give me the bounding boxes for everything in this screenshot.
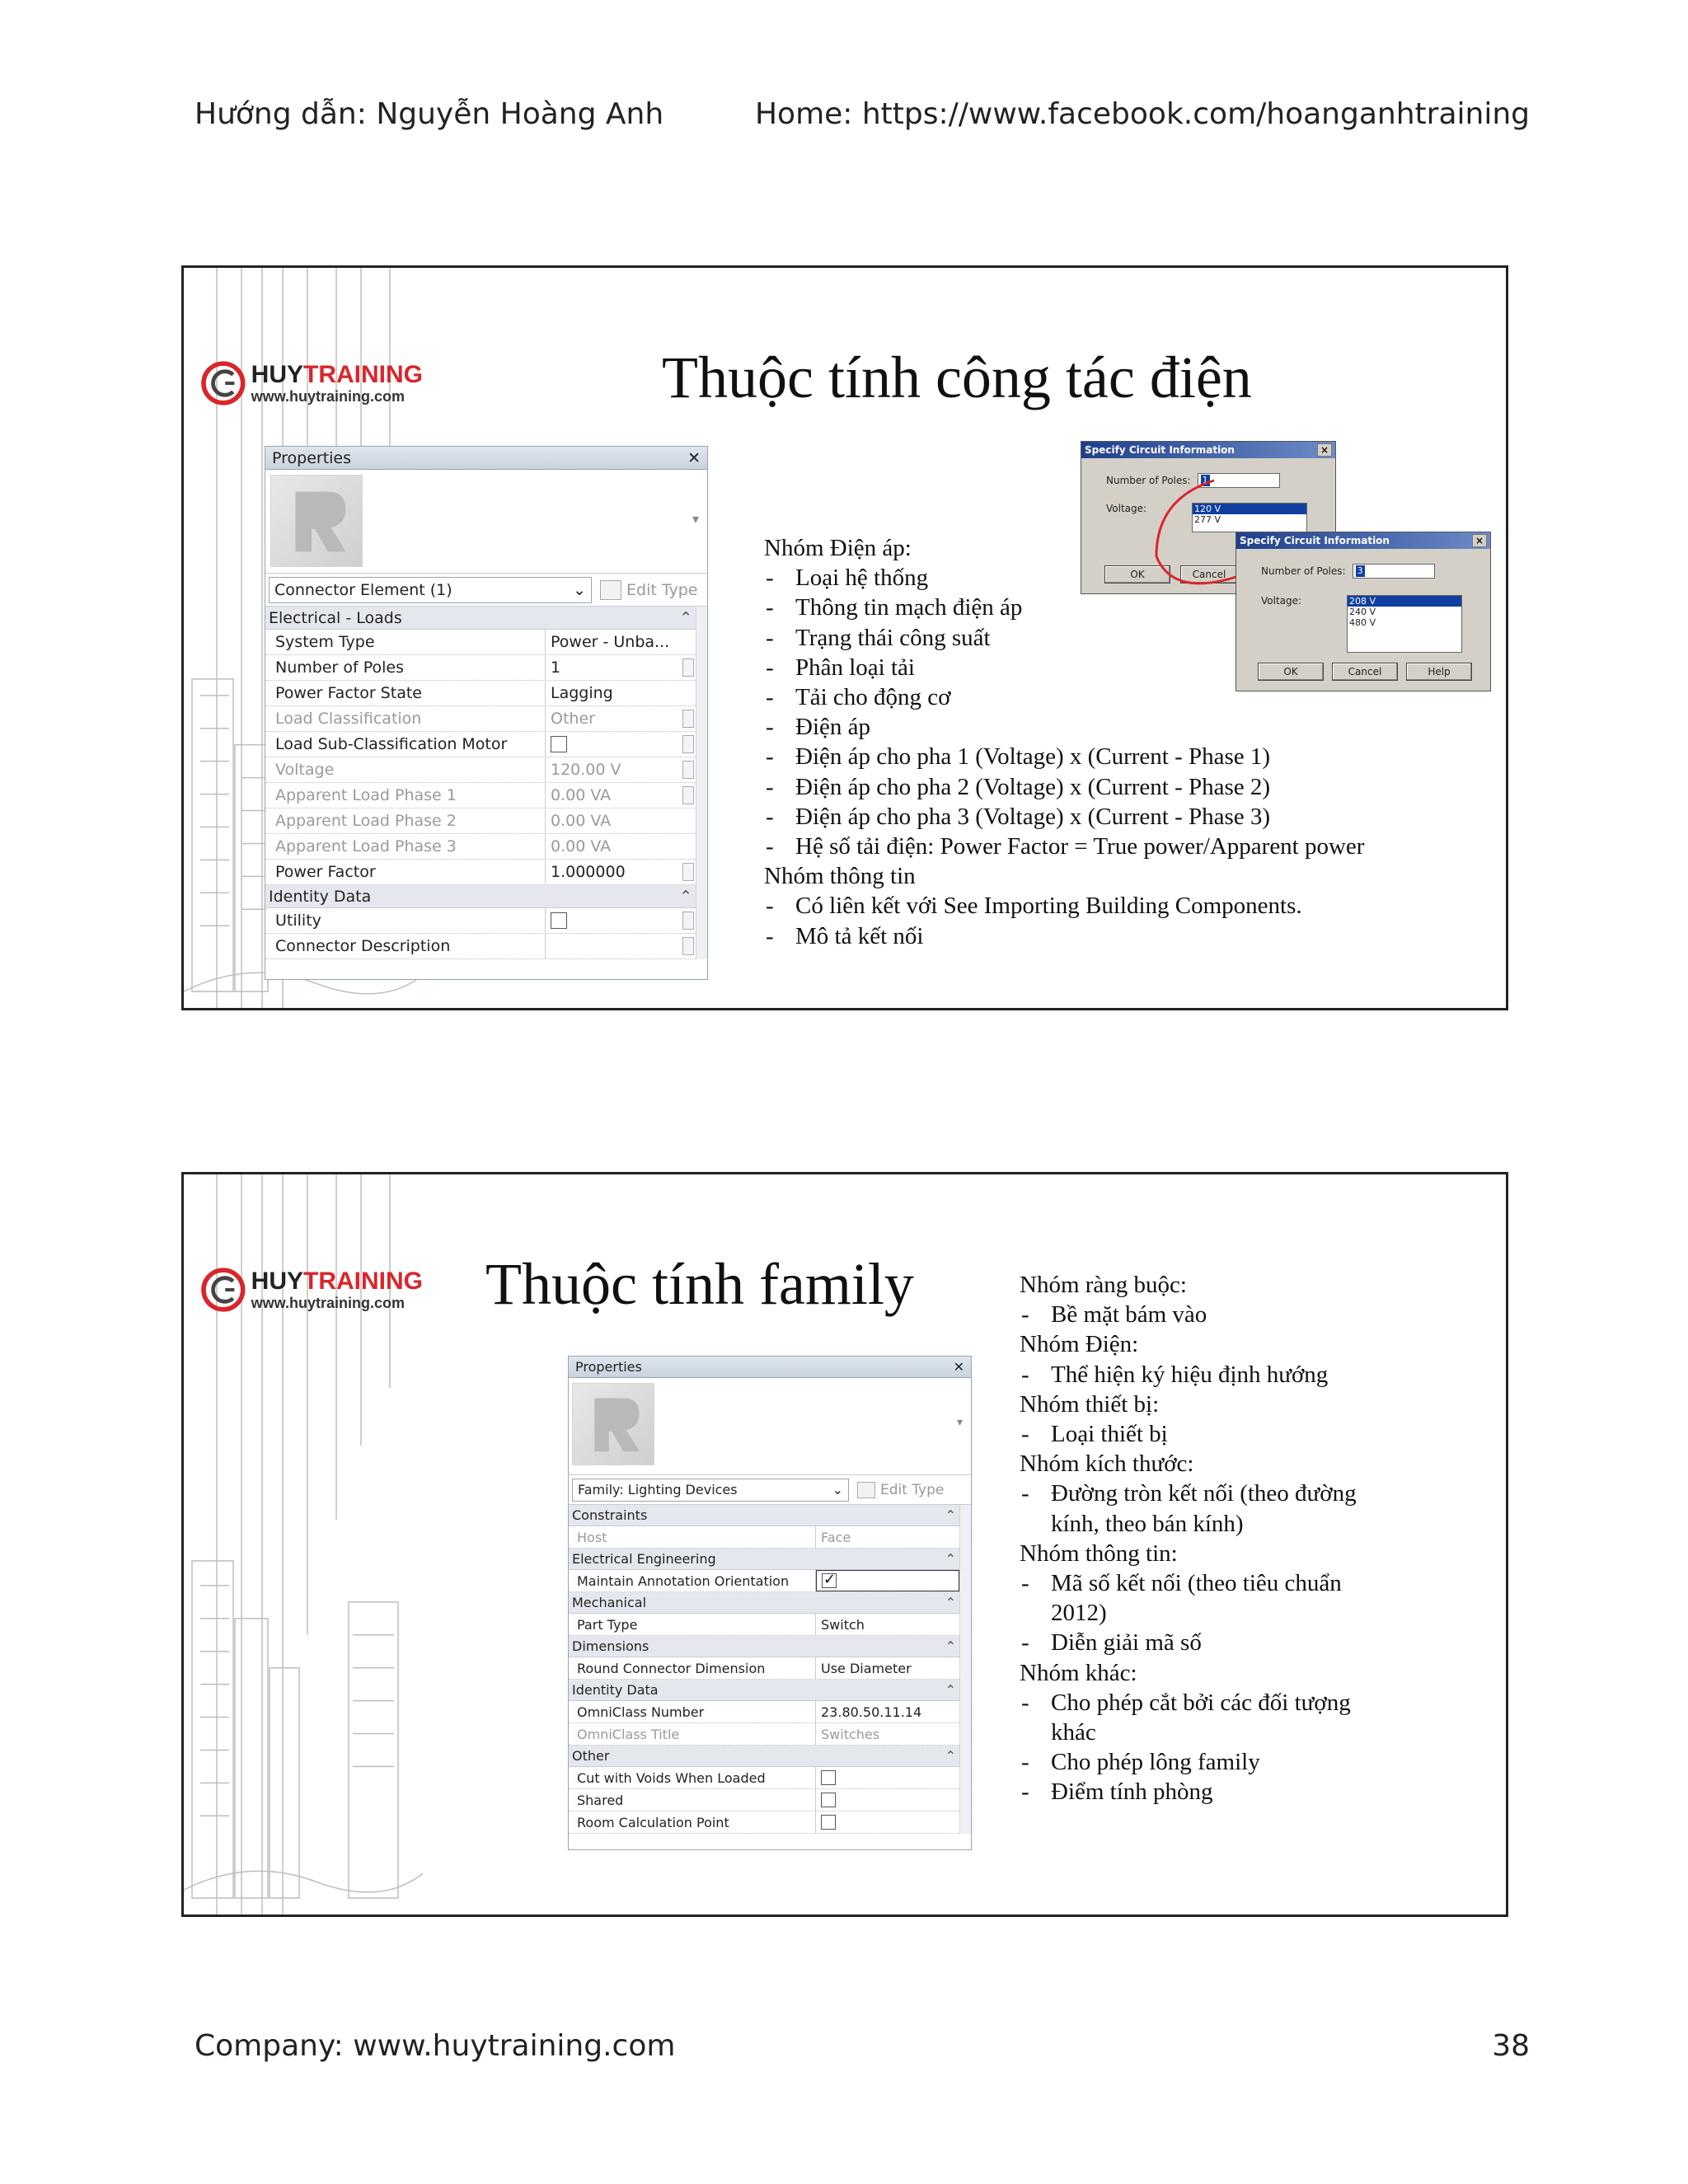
voltage-label: Voltage: <box>1106 503 1147 514</box>
section-identity-data[interactable] <box>569 1680 959 1701</box>
property-value-text: Other <box>551 710 595 728</box>
row-action-button[interactable] <box>682 863 694 881</box>
row-action-button[interactable] <box>682 658 694 677</box>
logo-name-part1: HUY <box>251 1268 303 1295</box>
group-heading: Nhóm Điện áp: <box>764 535 912 561</box>
section-label: Constraints <box>572 1507 648 1523</box>
slide-title: Thuộc tính công tác điện <box>662 344 1252 410</box>
property-name: Apparent Load Phase 2 <box>265 808 546 833</box>
property-row[interactable] <box>265 655 696 681</box>
utility-checkbox[interactable] <box>551 912 567 929</box>
property-value[interactable] <box>546 934 696 958</box>
section-mechanical[interactable] <box>569 1592 959 1614</box>
list-item: - Diễn giải mã số <box>1020 1628 1399 1657</box>
property-name: Load Classification <box>265 706 546 731</box>
edit-type-icon <box>600 580 621 600</box>
home-link[interactable]: Home: https://www.facebook.com/hoanganhtraining <box>754 97 1530 131</box>
logo-name-part2: TRAINING <box>303 1268 423 1295</box>
ok-button[interactable]: OK <box>1104 565 1170 583</box>
list-item: - Mã số kết nối (theo tiêu chuẩn 2012) <box>1020 1568 1399 1628</box>
family-notes <box>1020 1270 1399 1807</box>
collapse-chevron-icon[interactable]: ⌃ <box>945 1595 956 1610</box>
property-row[interactable] <box>265 934 696 959</box>
cut-with-voids-checkbox[interactable] <box>821 1770 836 1785</box>
voltage-option[interactable]: 277 V <box>1194 514 1221 525</box>
logo-name-part2: TRAINING <box>303 361 423 388</box>
property-name: Connector Description <box>265 934 546 958</box>
property-name: Power Factor <box>265 860 546 884</box>
list-item: - Loại thiết bị <box>1020 1419 1399 1449</box>
help-button[interactable]: Help <box>1406 663 1472 681</box>
poles-value: 1 <box>1202 475 1208 485</box>
list-item: - Hệ số tải điện: Power Factor = True power/Apparent power <box>764 832 1364 861</box>
edit-type-button[interactable] <box>600 580 697 600</box>
row-action-button[interactable] <box>682 786 694 804</box>
group-heading: Nhóm Điện: <box>1020 1331 1139 1358</box>
edit-type-label: Edit Type <box>626 580 698 599</box>
page-header <box>195 97 1530 131</box>
property-value[interactable] <box>546 655 696 680</box>
row-action-button[interactable] <box>682 735 694 753</box>
annotation-orientation-checkbox[interactable] <box>822 1573 837 1588</box>
property-value: Face <box>821 1529 851 1545</box>
instructor-text: Hướng dẫn: Nguyễn Hoàng Anh <box>195 97 664 131</box>
property-row[interactable] <box>265 757 696 783</box>
section-label: Electrical Engineering <box>572 1551 716 1567</box>
motor-checkbox[interactable] <box>551 736 567 752</box>
company-text: Company: www.huytraining.com <box>195 2029 676 2063</box>
collapse-chevron-icon[interactable]: ⌃ <box>679 608 692 627</box>
property-value: Switches <box>821 1726 880 1742</box>
list-item: - Phân loại tải <box>764 653 1364 682</box>
property-value <box>546 757 696 782</box>
section-label: Dimensions <box>572 1638 649 1654</box>
edit-type-label: Edit Type <box>880 1481 945 1498</box>
list-item: - Trạng thái công suất <box>764 623 1364 653</box>
voltage-option[interactable]: 480 V <box>1349 617 1376 628</box>
cancel-button[interactable]: Cancel <box>1332 663 1398 681</box>
revit-logo-preview-icon <box>572 1383 654 1465</box>
properties-palette <box>265 446 708 980</box>
section-label: Identity Data <box>269 887 372 906</box>
properties-palette <box>568 1356 972 1850</box>
page-number: 38 <box>1492 2029 1530 2063</box>
list-item: - Bề mặt bám vào <box>1020 1300 1399 1329</box>
property-row[interactable] <box>265 630 696 655</box>
section-electrical-engineering[interactable] <box>569 1549 959 1570</box>
property-value <box>546 706 696 731</box>
property-value: 0.00 VA <box>551 837 612 855</box>
list-item: - Đường tròn kết nối (theo đường kính, theo bán kính) <box>1020 1479 1399 1538</box>
property-name: Cut with Voids When Loaded <box>569 1767 816 1788</box>
group-heading: Nhóm khác: <box>1020 1659 1137 1686</box>
poles-label: Number of Poles: <box>1106 475 1191 486</box>
section-label: Electrical - Loads <box>269 608 402 627</box>
property-name: Round Connector Dimension <box>569 1657 816 1679</box>
shared-checkbox[interactable] <box>821 1793 836 1807</box>
dialog-title: Specify Circuit Information <box>1085 444 1235 456</box>
section-label: Mechanical <box>572 1595 647 1610</box>
property-value: 0.00 VA <box>551 812 612 830</box>
slide-title: Thuộc tính family <box>485 1251 914 1317</box>
chevron-down-icon: ⌄ <box>832 1482 843 1497</box>
properties-scrollbar[interactable] <box>696 607 707 959</box>
property-name: Load Sub-Classification Motor <box>265 732 546 757</box>
type-selector-row <box>569 1475 971 1505</box>
list-item: - Điện áp <box>764 712 1364 742</box>
dialog-titlebar <box>1081 442 1335 458</box>
properties-titlebar <box>265 447 707 470</box>
group-heading: Nhóm ràng buộc: <box>1020 1272 1187 1298</box>
collapse-chevron-icon[interactable]: ⌃ <box>945 1551 956 1567</box>
property-value[interactable] <box>816 1789 959 1811</box>
property-name: OmniClass Number <box>569 1701 816 1722</box>
property-row[interactable] <box>265 834 696 860</box>
list-item: - Thông tin mạch điện áp <box>764 593 1364 622</box>
property-name: Number of Poles <box>265 655 546 680</box>
section-identity-data[interactable] <box>265 885 696 908</box>
properties-titlebar <box>569 1357 971 1378</box>
property-value-text: 0.00 VA <box>551 786 612 804</box>
list-item: - Loại hệ thống <box>764 563 1364 593</box>
section-electrical-loads[interactable] <box>265 607 696 630</box>
huytraining-logo <box>200 350 423 416</box>
section-label: Other <box>572 1748 610 1764</box>
type-preview <box>265 470 707 574</box>
list-item: - Điểm tính phòng <box>1020 1777 1399 1807</box>
close-icon[interactable]: × <box>1317 443 1332 457</box>
property-row[interactable] <box>569 1657 959 1680</box>
property-value[interactable] <box>816 1767 959 1788</box>
property-row[interactable] <box>265 681 696 706</box>
property-row[interactable] <box>569 1723 959 1746</box>
property-name: Room Calculation Point <box>569 1811 816 1833</box>
list-item: - Thể hiện ký hiệu định hướng <box>1020 1360 1399 1390</box>
group-heading: Nhóm kích thước: <box>1020 1451 1194 1478</box>
voltage-option[interactable]: 208 V <box>1348 596 1461 607</box>
property-value[interactable]: 23.80.50.11.14 <box>821 1704 922 1720</box>
property-row[interactable] <box>265 706 696 732</box>
section-constraints[interactable] <box>569 1505 959 1526</box>
logo-url: www.huytraining.com <box>251 1295 406 1311</box>
property-value[interactable] <box>816 1811 959 1833</box>
type-preview <box>569 1378 971 1475</box>
row-action-button[interactable] <box>682 761 694 779</box>
logo-mark-icon <box>200 354 246 412</box>
property-value-text: 1.000000 <box>551 863 626 881</box>
property-name: Utility <box>265 908 546 933</box>
property-row[interactable] <box>569 1570 959 1592</box>
list-item: - Điện áp cho pha 1 (Voltage) x (Current - Phase 1) <box>764 742 1364 771</box>
type-selector-value: Family: Lighting Devices <box>578 1482 738 1497</box>
row-action-button[interactable] <box>682 710 694 728</box>
ok-button[interactable]: OK <box>1258 663 1324 681</box>
type-selector-dropdown[interactable] <box>269 577 592 603</box>
property-name: Maintain Annotation Orientation <box>569 1570 816 1591</box>
revit-logo-preview-icon <box>270 475 363 567</box>
group-heading: Nhóm thiết bị: <box>1020 1390 1160 1418</box>
chevron-down-icon[interactable]: ▾ <box>692 511 699 527</box>
page-footer <box>195 2029 1530 2063</box>
close-icon[interactable]: × <box>1472 534 1487 547</box>
collapse-chevron-icon[interactable]: ⌃ <box>945 1507 956 1523</box>
property-row[interactable] <box>569 1789 959 1811</box>
property-row[interactable] <box>569 1811 959 1834</box>
logo-name-part1: HUY <box>251 361 303 388</box>
edit-type-icon <box>857 1482 875 1498</box>
properties-scrollbar[interactable] <box>959 1505 971 1834</box>
property-row[interactable] <box>265 732 696 757</box>
dialog-title: Specify Circuit Information <box>1240 535 1390 546</box>
room-calculation-checkbox[interactable] <box>821 1815 836 1830</box>
logo-url: www.huytraining.com <box>251 388 406 405</box>
collapse-chevron-icon[interactable]: ⌃ <box>679 887 692 906</box>
property-row[interactable] <box>569 1526 959 1549</box>
property-value[interactable]: Use Diameter <box>821 1660 912 1676</box>
property-value[interactable] <box>546 908 696 933</box>
type-selector-value: Connector Element (1) <box>274 580 452 599</box>
slide-family-properties <box>181 1172 1508 1917</box>
voltage-option[interactable]: 240 V <box>1349 607 1376 617</box>
list-item: - Cho phép cắt bởi các đối tượng khác <box>1020 1688 1399 1747</box>
property-value-text: 120.00 V <box>551 761 621 779</box>
type-selector-dropdown[interactable] <box>572 1479 849 1502</box>
close-icon[interactable]: ✕ <box>687 448 701 467</box>
group-heading: Nhóm thông tin: <box>1020 1540 1178 1567</box>
group-heading: Nhóm thông tin <box>764 863 916 890</box>
property-row[interactable] <box>265 808 696 834</box>
row-action-button[interactable] <box>682 912 694 930</box>
logo-mark-icon <box>200 1261 246 1319</box>
property-name: Shared <box>569 1789 816 1811</box>
section-other[interactable] <box>569 1746 959 1767</box>
property-row[interactable] <box>569 1614 959 1636</box>
properties-title: Properties <box>272 448 352 467</box>
property-value[interactable]: Power - Unba... <box>551 633 670 651</box>
property-name: Voltage <box>265 757 546 782</box>
properties-title: Properties <box>575 1359 642 1375</box>
collapse-chevron-icon[interactable]: ⌃ <box>945 1638 956 1654</box>
section-label: Identity Data <box>572 1682 659 1698</box>
list-item: - Điện áp cho pha 3 (Voltage) x (Current - Phase 3) <box>764 802 1364 832</box>
slide-electrical-properties <box>181 265 1508 1010</box>
list-item: - Cho phép lông family <box>1020 1747 1399 1777</box>
property-row[interactable] <box>569 1767 959 1789</box>
property-row[interactable] <box>569 1701 959 1723</box>
list-item: - Điện áp cho pha 2 (Voltage) x (Current - Phase 2) <box>764 772 1364 802</box>
poles-label: Number of Poles: <box>1261 565 1346 577</box>
voltage-label: Voltage: <box>1261 595 1302 607</box>
list-item: - Tải cho động cơ <box>764 682 1364 712</box>
property-name: Part Type <box>569 1614 816 1635</box>
property-name: Apparent Load Phase 1 <box>265 783 546 808</box>
close-icon[interactable]: ✕ <box>953 1359 964 1375</box>
property-name: Power Factor State <box>265 681 546 705</box>
property-value[interactable] <box>546 732 696 757</box>
cancel-button[interactable]: Cancel <box>1180 565 1238 583</box>
property-name: System Type <box>265 630 546 654</box>
property-value[interactable] <box>546 860 696 884</box>
property-value[interactable]: Switch <box>821 1616 865 1633</box>
huytraining-logo <box>200 1257 423 1323</box>
list-item: - Có liên kết với See Importing Building Components. <box>764 891 1364 921</box>
chevron-down-icon[interactable]: ▾ <box>956 1416 963 1429</box>
property-row[interactable] <box>265 783 696 808</box>
collapse-chevron-icon[interactable]: ⌃ <box>945 1682 956 1698</box>
property-value-text: 1 <box>551 658 561 677</box>
collapse-chevron-icon[interactable]: ⌃ <box>945 1748 956 1764</box>
electrical-notes <box>764 533 1364 951</box>
section-dimensions[interactable] <box>569 1636 959 1657</box>
voltage-option[interactable]: 120 V <box>1193 504 1306 514</box>
poles-value: 3 <box>1357 565 1363 576</box>
list-item: - Mô tả kết nối <box>764 921 1364 951</box>
property-row[interactable] <box>265 908 696 934</box>
property-value[interactable]: Lagging <box>551 684 613 702</box>
property-value <box>546 783 696 808</box>
property-name: Apparent Load Phase 3 <box>265 834 546 859</box>
poles-input[interactable] <box>1353 564 1435 579</box>
property-value[interactable] <box>816 1570 959 1591</box>
chevron-down-icon: ⌄ <box>573 580 586 599</box>
property-row[interactable] <box>265 860 696 885</box>
edit-type-button[interactable] <box>857 1482 944 1498</box>
property-name: Host <box>569 1526 816 1548</box>
row-action-button[interactable] <box>682 937 694 955</box>
type-selector-row <box>265 574 707 607</box>
property-name: OmniClass Title <box>569 1723 816 1745</box>
